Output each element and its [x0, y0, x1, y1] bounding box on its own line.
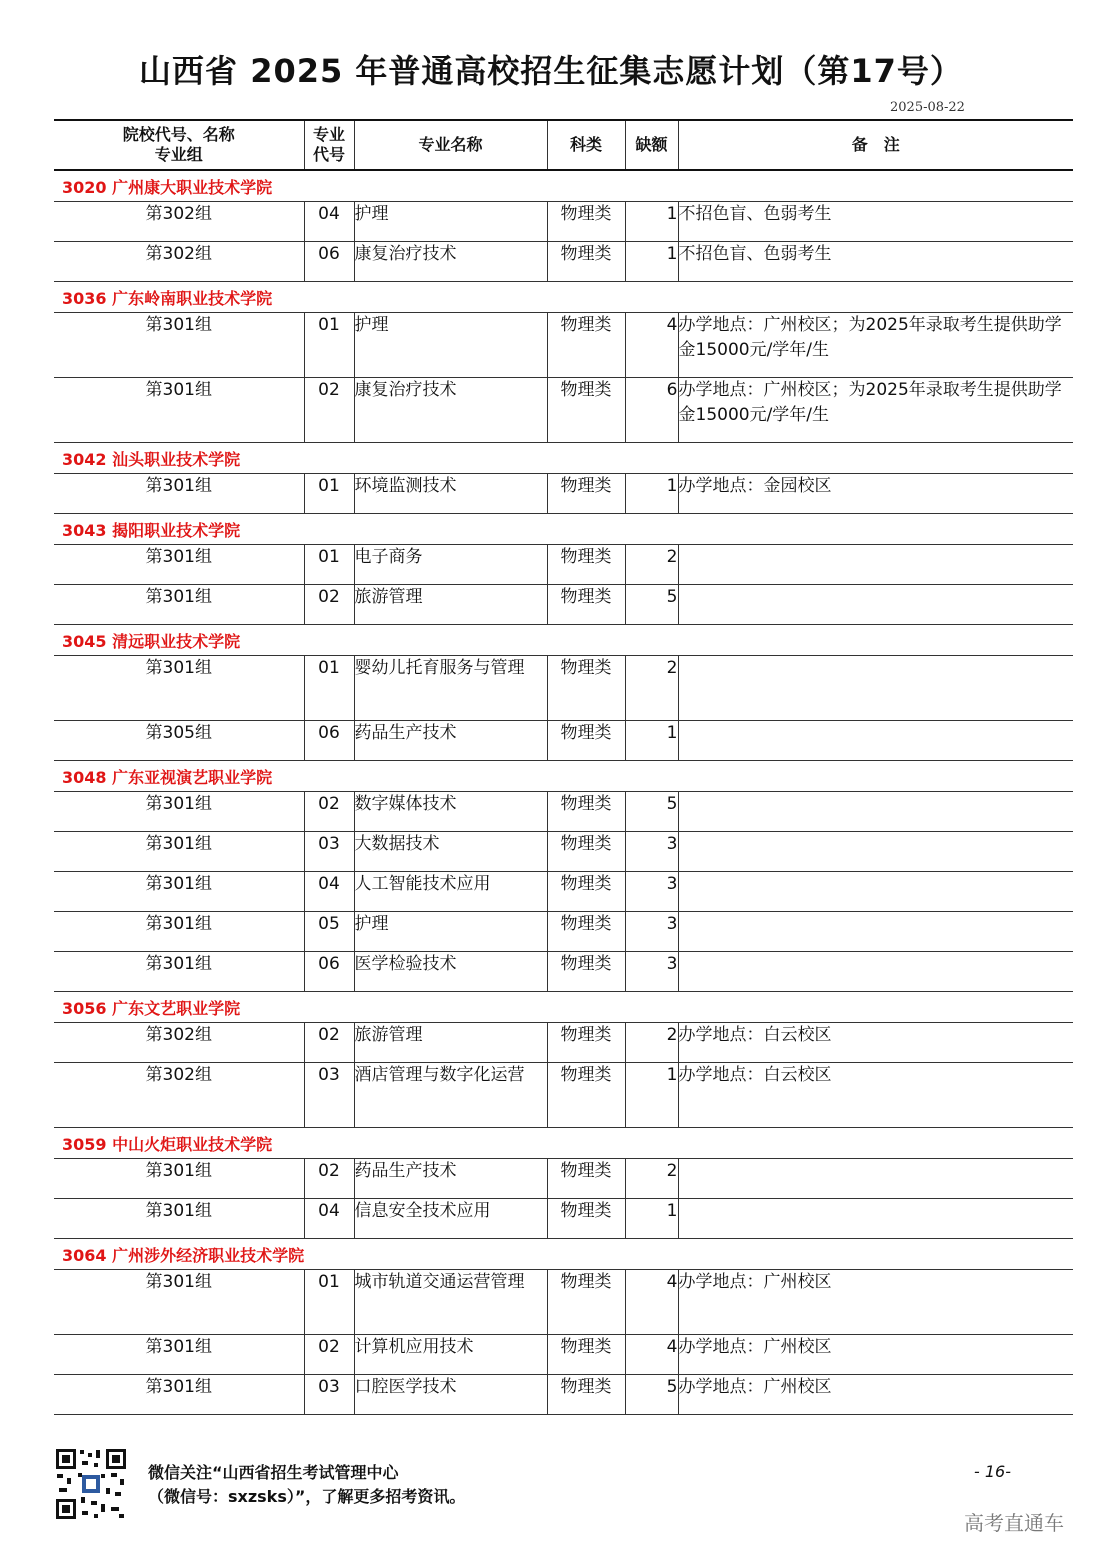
- school-row: [54, 282, 1073, 313]
- note-cell: [678, 792, 1073, 832]
- quota-cell: 5: [625, 585, 678, 625]
- table-row: [54, 474, 1073, 514]
- quota-cell: 6: [625, 378, 678, 443]
- school-name: 3020 广州康大职业技术学院: [54, 170, 1073, 202]
- type-cell: 物理类: [547, 1159, 625, 1199]
- major-cell: 护理: [354, 202, 547, 242]
- major-cell: 医学检验技术: [354, 952, 547, 992]
- group-cell: 第301组: [54, 912, 304, 952]
- header-note: 备 注: [678, 120, 1073, 170]
- type-cell: 物理类: [547, 1023, 625, 1063]
- major-cell: 计算机应用技术: [354, 1335, 547, 1375]
- major-cell: 环境监测技术: [354, 474, 547, 514]
- table-row: [54, 1335, 1073, 1375]
- type-cell: 物理类: [547, 242, 625, 282]
- type-cell: 物理类: [547, 474, 625, 514]
- type-cell: 物理类: [547, 585, 625, 625]
- quota-cell: 1: [625, 242, 678, 282]
- note-cell: [678, 721, 1073, 761]
- quota-cell: 1: [625, 474, 678, 514]
- code-cell: 02: [304, 1335, 354, 1375]
- type-cell: 物理类: [547, 545, 625, 585]
- type-cell: 物理类: [547, 721, 625, 761]
- note-cell: 办学地点：广州校区: [678, 1335, 1073, 1375]
- group-cell: 第301组: [54, 585, 304, 625]
- school-name: 3036 广东岭南职业技术学院: [54, 282, 1073, 313]
- school-row: [54, 170, 1073, 202]
- school-row: [54, 514, 1073, 545]
- note-cell: 办学地点：金园校区: [678, 474, 1073, 514]
- school-row: [54, 992, 1073, 1023]
- group-cell: 第301组: [54, 832, 304, 872]
- note-cell: [678, 1199, 1073, 1239]
- note-cell: [678, 1159, 1073, 1199]
- major-cell: 口腔医学技术: [354, 1375, 547, 1415]
- code-cell: 01: [304, 1270, 354, 1335]
- table-row: [54, 1063, 1073, 1128]
- school-row: [54, 1239, 1073, 1270]
- group-cell: 第301组: [54, 545, 304, 585]
- quota-cell: 2: [625, 656, 678, 721]
- quota-cell: 2: [625, 545, 678, 585]
- note-cell: 办学地点：广州校区: [678, 1375, 1073, 1415]
- type-cell: 物理类: [547, 378, 625, 443]
- major-cell: 药品生产技术: [354, 1159, 547, 1199]
- quota-cell: 4: [625, 1270, 678, 1335]
- table-row: [54, 242, 1073, 282]
- page-title: 山西省 2025 年普通高校招生征集志愿计划（第17号）: [139, 52, 963, 90]
- code-cell: 02: [304, 792, 354, 832]
- page-number: - 16-: [974, 1462, 1011, 1481]
- code-cell: 03: [304, 1063, 354, 1128]
- group-cell: 第302组: [54, 202, 304, 242]
- note-cell: 办学地点：广州校区: [678, 1270, 1073, 1335]
- major-cell: 护理: [354, 912, 547, 952]
- major-cell: 旅游管理: [354, 585, 547, 625]
- quota-cell: 4: [625, 1335, 678, 1375]
- code-cell: 01: [304, 474, 354, 514]
- note-cell: [678, 545, 1073, 585]
- quota-cell: 2: [625, 1159, 678, 1199]
- type-cell: 物理类: [547, 912, 625, 952]
- quota-cell: 1: [625, 202, 678, 242]
- type-cell: 物理类: [547, 952, 625, 992]
- school-name: 3048 广东亚视演艺职业学院: [54, 761, 1073, 792]
- code-cell: 02: [304, 585, 354, 625]
- note-cell: [678, 872, 1073, 912]
- quota-cell: 3: [625, 872, 678, 912]
- publish-date: 2025-08-22: [890, 100, 965, 115]
- type-cell: 物理类: [547, 872, 625, 912]
- school-name: 3056 广东文艺职业学院: [54, 992, 1073, 1023]
- group-cell: 第302组: [54, 242, 304, 282]
- note-cell: [678, 832, 1073, 872]
- group-cell: 第302组: [54, 1063, 304, 1128]
- type-cell: 物理类: [547, 202, 625, 242]
- type-cell: 物理类: [547, 1063, 625, 1128]
- group-cell: 第302组: [54, 1023, 304, 1063]
- code-cell: 02: [304, 1159, 354, 1199]
- major-cell: 数字媒体技术: [354, 792, 547, 832]
- group-cell: 第301组: [54, 1159, 304, 1199]
- school-name: 3043 揭阳职业技术学院: [54, 514, 1073, 545]
- code-cell: 02: [304, 378, 354, 443]
- code-cell: 04: [304, 202, 354, 242]
- major-cell: 康复治疗技术: [354, 242, 547, 282]
- group-cell: 第301组: [54, 952, 304, 992]
- group-cell: 第301组: [54, 1270, 304, 1335]
- table-row: [54, 202, 1073, 242]
- group-cell: 第301组: [54, 313, 304, 378]
- type-cell: 物理类: [547, 1199, 625, 1239]
- code-cell: 01: [304, 313, 354, 378]
- watermark: 高考直通车: [964, 1511, 1064, 1535]
- code-cell: 04: [304, 1199, 354, 1239]
- header-type: 科类: [547, 120, 625, 170]
- major-cell: 大数据技术: [354, 832, 547, 872]
- code-cell: 03: [304, 1375, 354, 1415]
- code-cell: 02: [304, 1023, 354, 1063]
- major-cell: 旅游管理: [354, 1023, 547, 1063]
- header-quota: 缺额: [625, 120, 678, 170]
- table-row: [54, 952, 1073, 992]
- table-row: [54, 656, 1073, 721]
- table-row: [54, 1199, 1073, 1239]
- note-cell: [678, 912, 1073, 952]
- major-cell: 护理: [354, 313, 547, 378]
- group-cell: 第301组: [54, 1199, 304, 1239]
- type-cell: 物理类: [547, 832, 625, 872]
- note-cell: 办学地点：白云校区: [678, 1063, 1073, 1128]
- type-cell: 物理类: [547, 1335, 625, 1375]
- quota-cell: 2: [625, 1023, 678, 1063]
- group-cell: 第301组: [54, 1375, 304, 1415]
- group-cell: 第301组: [54, 474, 304, 514]
- type-cell: 物理类: [547, 656, 625, 721]
- school-name: 3059 中山火炬职业技术学院: [54, 1128, 1073, 1159]
- table-row: [54, 1375, 1073, 1415]
- school-row: [54, 761, 1073, 792]
- quota-cell: 3: [625, 832, 678, 872]
- school-name: 3042 汕头职业技术学院: [54, 443, 1073, 474]
- note-cell: [678, 656, 1073, 721]
- note-cell: 不招色盲、色弱考生: [678, 202, 1073, 242]
- table-row: [54, 585, 1073, 625]
- code-cell: 06: [304, 721, 354, 761]
- major-cell: 信息安全技术应用: [354, 1199, 547, 1239]
- header-major: 专业名称: [354, 120, 547, 170]
- major-cell: 康复治疗技术: [354, 378, 547, 443]
- code-cell: 03: [304, 832, 354, 872]
- group-cell: 第301组: [54, 792, 304, 832]
- quota-cell: 5: [625, 1375, 678, 1415]
- quota-cell: 3: [625, 912, 678, 952]
- table-row: [54, 872, 1073, 912]
- type-cell: 物理类: [547, 313, 625, 378]
- code-cell: 06: [304, 952, 354, 992]
- header-code: 专业 代号: [304, 120, 354, 170]
- major-cell: 酒店管理与数字化运营: [354, 1063, 547, 1128]
- type-cell: 物理类: [547, 1270, 625, 1335]
- table-row: [54, 545, 1073, 585]
- note-cell: 不招色盲、色弱考生: [678, 242, 1073, 282]
- group-cell: 第301组: [54, 656, 304, 721]
- table-row: [54, 1159, 1073, 1199]
- footer-line1: 微信关注“山西省招生考试管理中心: [148, 1463, 399, 1482]
- footer-line2: （微信号：sxzsks）”，了解更多招考资讯。: [148, 1487, 466, 1506]
- group-cell: 第301组: [54, 872, 304, 912]
- code-cell: 06: [304, 242, 354, 282]
- type-cell: 物理类: [547, 1375, 625, 1415]
- table-row: [54, 832, 1073, 872]
- table-header: [54, 120, 1073, 170]
- quota-cell: 1: [625, 721, 678, 761]
- qr-code-icon: [54, 1447, 128, 1521]
- table-row: [54, 721, 1073, 761]
- note-cell: [678, 952, 1073, 992]
- table-row: [54, 1270, 1073, 1335]
- note-cell: 办学地点：白云校区: [678, 1023, 1073, 1063]
- quota-cell: 1: [625, 1063, 678, 1128]
- quota-cell: 3: [625, 952, 678, 992]
- code-cell: 01: [304, 545, 354, 585]
- header-group: 院校代号、名称 专业组: [54, 120, 304, 170]
- table-row: [54, 313, 1073, 378]
- table-row: [54, 1023, 1073, 1063]
- code-cell: 05: [304, 912, 354, 952]
- note-cell: 办学地点：广州校区；为2025年录取考生提供助学金15000元/学年/生: [678, 378, 1073, 443]
- footer-text: [148, 1461, 465, 1509]
- table-row: [54, 792, 1073, 832]
- group-cell: 第305组: [54, 721, 304, 761]
- group-cell: 第301组: [54, 1335, 304, 1375]
- code-cell: 01: [304, 656, 354, 721]
- type-cell: 物理类: [547, 792, 625, 832]
- school-name: 3064 广州涉外经济职业技术学院: [54, 1239, 1073, 1270]
- major-cell: 城市轨道交通运营管理: [354, 1270, 547, 1335]
- major-cell: 电子商务: [354, 545, 547, 585]
- school-row: [54, 443, 1073, 474]
- school-row: [54, 625, 1073, 656]
- plan-body: [54, 170, 1073, 1415]
- school-row: [54, 1128, 1073, 1159]
- major-cell: 人工智能技术应用: [354, 872, 547, 912]
- note-cell: 办学地点：广州校区；为2025年录取考生提供助学金15000元/学年/生: [678, 313, 1073, 378]
- table-row: [54, 912, 1073, 952]
- major-cell: 药品生产技术: [354, 721, 547, 761]
- quota-cell: 1: [625, 1199, 678, 1239]
- plan-table: [54, 119, 1073, 1415]
- table-row: [54, 378, 1073, 443]
- code-cell: 04: [304, 872, 354, 912]
- note-cell: [678, 585, 1073, 625]
- quota-cell: 4: [625, 313, 678, 378]
- group-cell: 第301组: [54, 378, 304, 443]
- major-cell: 婴幼儿托育服务与管理: [354, 656, 547, 721]
- quota-cell: 5: [625, 792, 678, 832]
- school-name: 3045 清远职业技术学院: [54, 625, 1073, 656]
